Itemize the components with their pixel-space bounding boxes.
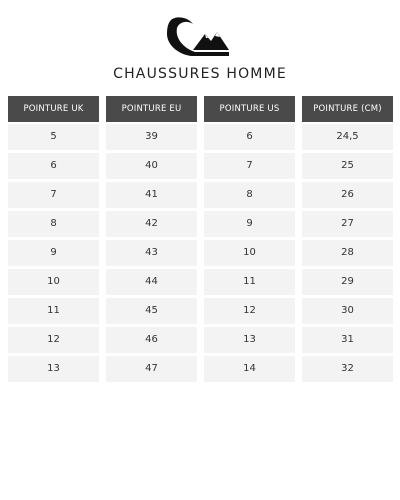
cell-uk: 6 (8, 153, 99, 179)
column-cm (302, 96, 393, 385)
cell-cm: 32 (302, 356, 393, 382)
cell-eu: 41 (106, 182, 197, 208)
cell-us: 8 (204, 182, 295, 208)
cell-uk: 7 (8, 182, 99, 208)
cell-eu: 44 (106, 269, 197, 295)
cell-cm: 31 (302, 327, 393, 353)
cell-uk: 12 (8, 327, 99, 353)
cell-uk: 13 (8, 356, 99, 382)
cell-us: 11 (204, 269, 295, 295)
column-us (204, 96, 295, 385)
wave-mountain-logo-icon (165, 14, 235, 59)
cell-eu: 46 (106, 327, 197, 353)
cell-eu: 39 (106, 124, 197, 150)
cell-uk: 8 (8, 211, 99, 237)
cell-cm: 27 (302, 211, 393, 237)
header-uk: POINTURE UK (8, 96, 99, 122)
cell-us: 6 (204, 124, 295, 150)
cell-uk: 5 (8, 124, 99, 150)
cell-cm: 30 (302, 298, 393, 324)
cell-cm: 24,5 (302, 124, 393, 150)
cell-eu: 42 (106, 211, 197, 237)
cell-us: 7 (204, 153, 295, 179)
header-us: POINTURE US (204, 96, 295, 122)
header-cm: POINTURE (CM) (302, 96, 393, 122)
cell-cm: 25 (302, 153, 393, 179)
cell-uk: 10 (8, 269, 99, 295)
cell-us: 13 (204, 327, 295, 353)
cell-eu: 47 (106, 356, 197, 382)
cell-us: 10 (204, 240, 295, 266)
cell-us: 9 (204, 211, 295, 237)
page-title: CHAUSSURES HOMME (113, 66, 287, 82)
cell-eu: 43 (106, 240, 197, 266)
cell-cm: 29 (302, 269, 393, 295)
cell-us: 12 (204, 298, 295, 324)
header-eu: POINTURE EU (106, 96, 197, 122)
cell-cm: 26 (302, 182, 393, 208)
cell-uk: 9 (8, 240, 99, 266)
cell-cm: 28 (302, 240, 393, 266)
column-eu (106, 96, 197, 385)
cell-eu: 40 (106, 153, 197, 179)
cell-eu: 45 (106, 298, 197, 324)
column-uk (8, 96, 99, 385)
cell-uk: 11 (8, 298, 99, 324)
cell-us: 14 (204, 356, 295, 382)
